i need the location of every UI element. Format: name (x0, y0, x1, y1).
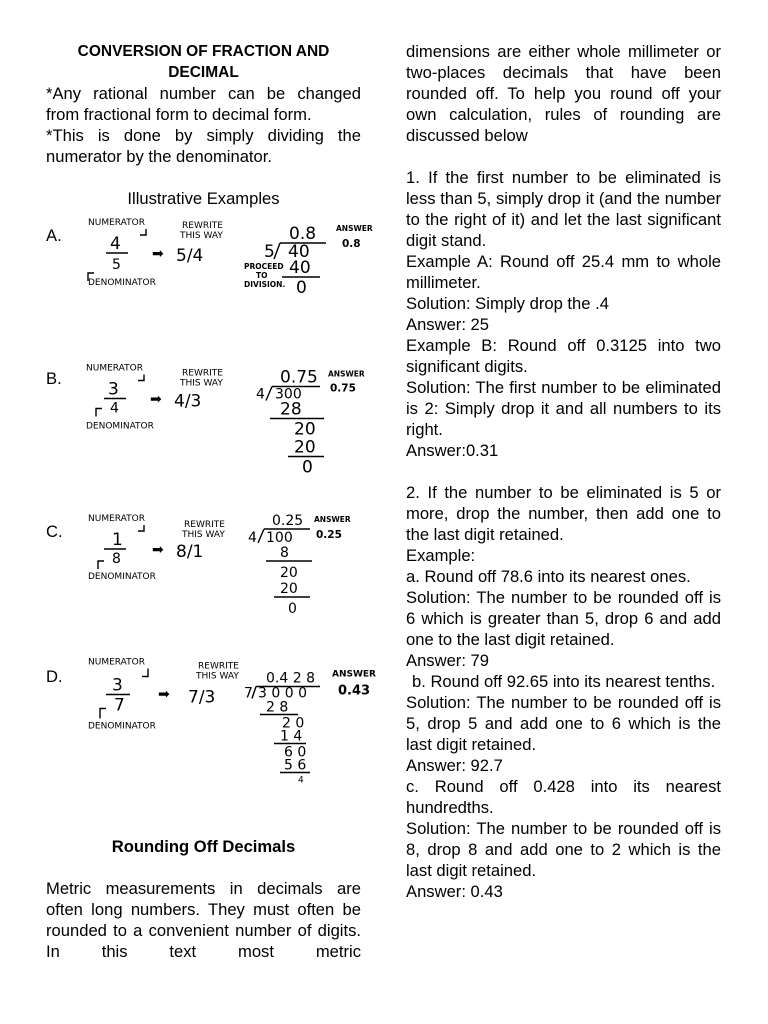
item-c: c. Round off 0.428 into its nearest hundredths. (406, 777, 721, 817)
svg-text:➡: ➡ (150, 391, 162, 408)
answer-value: 0.75 (330, 382, 356, 395)
svg-text:NUMERATOR: NUMERATOR (86, 363, 143, 374)
divisor: 5 (264, 242, 275, 262)
left-column (46, 41, 376, 962)
answer-item-b: Answer: 92.7 (406, 756, 503, 775)
example-d-diagram (84, 652, 384, 787)
example-b-rounding: Example B: Round off 0.3125 into two significant digits. (406, 336, 721, 376)
svg-text:➡: ➡ (152, 246, 164, 262)
step-3: 1 4 (280, 728, 303, 745)
rewrite-expression: 5/4 (176, 246, 204, 266)
step-4: 0 (302, 457, 313, 478)
svg-text:NUMERATOR: NUMERATOR (88, 514, 145, 524)
example-letter: B. (46, 369, 62, 388)
dividend: 40 (288, 242, 310, 262)
example-a-diagram (84, 215, 384, 335)
step-4: 0 (288, 601, 297, 617)
quotient: 0.75 (280, 367, 318, 388)
rounding-heading: Rounding Off Decimals (111, 837, 296, 856)
step-1: 40 (289, 258, 311, 278)
example-b (46, 363, 365, 521)
step-3: 20 (280, 581, 298, 597)
step-1: 8 (280, 545, 289, 561)
svg-text:REWRITE: REWRITE (182, 368, 223, 379)
divisor: 4 (256, 386, 265, 403)
fraction-denominator: 4 (110, 400, 119, 417)
svg-text:ANSWER: ANSWER (328, 369, 365, 379)
svg-text:DENOMINATOR: DENOMINATOR (86, 421, 154, 432)
step-2: 2 0 (282, 715, 305, 732)
item-b: b. Round off 92.65 into its nearest tenths. (412, 672, 716, 691)
illustrative-heading: Illustrative Examples (127, 189, 280, 208)
step-2: 20 (294, 419, 316, 440)
rewrite-label: REWRITE (182, 221, 223, 231)
example-label: Example: (406, 546, 476, 565)
step-2: 0 (296, 278, 307, 298)
step-2: 20 (280, 565, 298, 581)
rewrite-expression: 4/3 (174, 391, 202, 412)
solution-item-c: Solution: The number to be rounded off is 8, drop 8 and add one to 2 which is the last digit retained. (406, 819, 721, 880)
fraction-numerator: 4 (110, 234, 121, 254)
item-a: a. Round off 78.6 into its nearest ones. (406, 567, 691, 586)
numerator-label: NUMERATOR (88, 218, 145, 228)
quotient: 0.25 (272, 513, 304, 529)
fraction-numerator: 1 (112, 530, 123, 550)
example-c-diagram (84, 511, 384, 631)
example-letter: D. (46, 667, 63, 686)
solution-item-a: Solution: The number to be rounded off is 6 which is greater than 5, drop 6 and add one to the last digit retained. (406, 588, 721, 649)
svg-text:DENOMINATOR: DENOMINATOR (88, 721, 156, 732)
step-6: 4 (298, 775, 304, 786)
example-d (46, 657, 376, 836)
rewrite-expression: 8/1 (176, 542, 204, 562)
divisor: 4 (248, 530, 257, 546)
quotient: 0.8 (289, 224, 317, 244)
solution-b: Solution: The first number to be eliminated is 2: Simply drop it and all numbers to its right. (406, 378, 721, 439)
dividend: 300 (275, 386, 302, 403)
answer-value: 0.25 (316, 529, 342, 541)
answer-b: Answer:0.31 (406, 441, 499, 460)
example-a-rounding: Example A: Round off 25.4 mm to whole millimeter. (406, 252, 721, 292)
rounding-intro: dimensions are either whole millimeter or two-places decimals that have been rounded off. To help you round off your own calculation, rules of rounding are discussed below (406, 42, 721, 145)
document-title: CONVERSION OF FRACTION AND DECIMAL (77, 43, 330, 81)
answer-value: 0.43 (338, 683, 371, 699)
step-5: 5 6 (284, 757, 307, 774)
proceed-label: PROCEED (244, 262, 284, 271)
answer-a: Answer: 25 (406, 315, 490, 334)
example-letter: A. (46, 226, 62, 245)
rewrite-expression: 7/3 (188, 687, 216, 708)
rule-1: 1. If the first number to be eliminated is less than 5, simply drop it (and the number to the right of it) and let the last significant digit stand. (406, 168, 721, 250)
svg-text:REWRITE: REWRITE (184, 520, 225, 530)
solution-a: Solution: Simply drop the .4 (406, 294, 609, 313)
step-1: 2 8 (266, 699, 289, 716)
example-b-diagram (84, 358, 384, 483)
svg-text:REWRITE: REWRITE (198, 661, 239, 672)
svg-text:TO: TO (256, 271, 268, 280)
fraction-numerator: 3 (108, 379, 119, 400)
example-c (46, 513, 361, 666)
svg-text:THIS WAY: THIS WAY (196, 671, 239, 682)
svg-text:NUMERATOR: NUMERATOR (88, 657, 145, 668)
fraction-denominator: 5 (112, 257, 121, 273)
step-1: 28 (280, 399, 302, 420)
svg-text:DENOMINATOR: DENOMINATOR (88, 572, 156, 582)
svg-text:THIS WAY: THIS WAY (182, 530, 225, 540)
svg-text:➡: ➡ (152, 542, 164, 558)
intro-paragraph-2: *This is done by simply dividing the numerator by the denominator. (46, 126, 361, 166)
fraction-denominator: 7 (114, 695, 125, 716)
denominator-label: DENOMINATOR (88, 278, 156, 288)
answer-item-c: Answer: 0.43 (406, 882, 503, 901)
solution-item-b: Solution: The number to be rounded off is 5, drop 5 and add one to 6 which is the last digit retained. (406, 693, 721, 754)
svg-text:THIS WAY: THIS WAY (180, 378, 223, 389)
dividend: 3 0 0 0 (258, 685, 307, 702)
dividend: 100 (266, 530, 293, 546)
fraction-denominator: 8 (112, 551, 121, 567)
example-letter: C. (46, 522, 63, 541)
rule-2: 2. If the number to be eliminated is 5 or more, drop the number, then add one to the last digit retained. (406, 483, 721, 544)
svg-text:THIS WAY: THIS WAY (180, 231, 223, 241)
quotient: 0.4 2 8 (266, 670, 315, 687)
svg-text:ANSWER: ANSWER (332, 669, 376, 680)
intro-paragraph-1: *Any rational number can be changed from fractional form to decimal form. (46, 84, 361, 124)
answer-label: ANSWER (336, 224, 373, 233)
example-a (46, 218, 373, 368)
svg-text:ANSWER: ANSWER (314, 515, 351, 524)
svg-text:➡: ➡ (158, 686, 170, 703)
step-4: 6 0 (284, 744, 307, 761)
step-3: 20 (294, 437, 316, 458)
answer-item-a: Answer: 79 (406, 651, 490, 670)
answer-value: 0.8 (342, 238, 361, 250)
right-column (406, 41, 721, 902)
metric-paragraph: Metric measurements in decimals are often long numbers. They must often be rounded to a convenient number of digits. In this text most metric (46, 879, 361, 961)
divisor: 7 (244, 685, 253, 702)
fraction-numerator: 3 (112, 675, 123, 696)
svg-text:DIVISION.: DIVISION. (244, 280, 286, 289)
